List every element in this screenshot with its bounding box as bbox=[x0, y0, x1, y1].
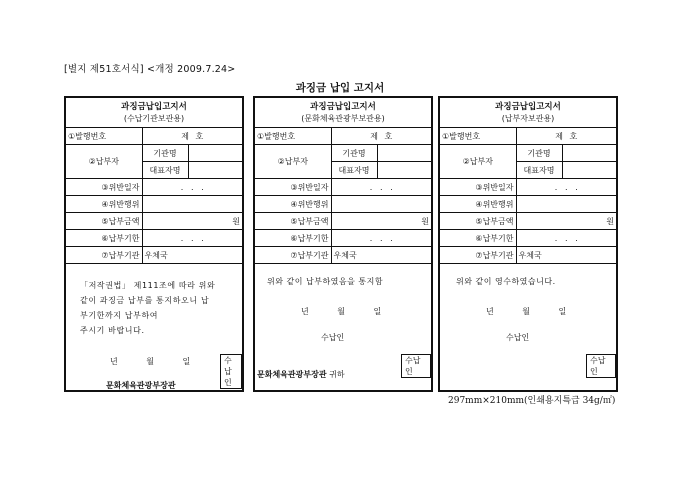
panel-title: 과징금납입고지서 bbox=[495, 102, 561, 112]
row-issue-number bbox=[66, 128, 242, 145]
body-line: 부기한까지 납부하여 bbox=[80, 311, 159, 320]
org-name-label: 기관명 bbox=[142, 145, 188, 162]
panel-title: 과징금납입고지서 bbox=[121, 102, 187, 112]
violation-act-label: ④위반행위 bbox=[66, 196, 142, 213]
sender-name bbox=[106, 380, 176, 391]
notice-body-text bbox=[267, 274, 383, 289]
amount-unit: 원 bbox=[142, 213, 242, 230]
deadline-label: ⑥납부기한 bbox=[66, 230, 142, 247]
issue-number-label: ①발행번호 bbox=[255, 128, 331, 145]
issue-number-label: ①발행번호 bbox=[440, 128, 516, 145]
violation-act-value[interactable] bbox=[331, 196, 431, 213]
form-number-note: [별지 제51호서식] <개정 2009.7.24> bbox=[64, 64, 236, 75]
sender-suffix: 귀하 bbox=[326, 370, 345, 379]
receipt-stamp-label: 수납인 bbox=[506, 333, 530, 342]
row-issue-number bbox=[255, 128, 431, 145]
row-amount bbox=[255, 213, 431, 230]
violation-act-value[interactable] bbox=[142, 196, 242, 213]
row-deadline bbox=[440, 230, 616, 247]
pay-office-label: ⑦납부기관 bbox=[66, 247, 142, 264]
row-deadline bbox=[66, 230, 242, 247]
violation-act-label: ④위반행위 bbox=[440, 196, 516, 213]
row-amount bbox=[440, 213, 616, 230]
pay-office-label: ⑦납부기관 bbox=[440, 247, 516, 264]
panel-title-block bbox=[440, 98, 616, 128]
sender-name bbox=[257, 369, 345, 380]
panel-title-block bbox=[255, 98, 431, 128]
row-deadline bbox=[255, 230, 431, 247]
deadline-label: ⑥납부기한 bbox=[255, 230, 331, 247]
pay-office-value: 우체국 bbox=[142, 247, 242, 264]
panel-title-block bbox=[66, 98, 242, 128]
deadline-label: ⑥납부기한 bbox=[440, 230, 516, 247]
issue-number-value: 제 호 bbox=[142, 128, 242, 145]
rep-name-label: 대표자명 bbox=[331, 162, 377, 179]
rep-name-value[interactable] bbox=[562, 162, 616, 179]
pay-office-label: ⑦납부기관 bbox=[255, 247, 331, 264]
pay-office-value: 우체국 bbox=[516, 247, 616, 264]
receipt-stamp-box: 수납인 bbox=[220, 354, 242, 389]
notice-fields-table bbox=[66, 128, 242, 264]
body-line: 위와 같이 납부하였음을 통지함 bbox=[267, 277, 384, 286]
deadline-value: . . . bbox=[142, 230, 242, 247]
paper-size-note: 297mm×210mm(인쇄용지특급 34g/㎡) bbox=[448, 396, 616, 406]
row-pay-office bbox=[255, 247, 431, 264]
row-pay-office bbox=[440, 247, 616, 264]
issue-number-label: ①발행번호 bbox=[66, 128, 142, 145]
sender-title: 문화체육관광부장관 bbox=[106, 381, 176, 390]
document-title: 과징금 납입 고지서 bbox=[295, 82, 385, 94]
amount-unit: 원 bbox=[331, 213, 431, 230]
violation-act-value[interactable] bbox=[516, 196, 616, 213]
row-violation-act bbox=[440, 196, 616, 213]
receipt-stamp-label: 수납인 bbox=[321, 333, 345, 342]
panel-subtitle: (문화체육관광부보관용) bbox=[301, 114, 385, 123]
panel-subtitle: (납부자보관용) bbox=[501, 114, 555, 123]
rep-name-label: 대표자명 bbox=[516, 162, 562, 179]
org-name-label: 기관명 bbox=[516, 145, 562, 162]
row-payer-org bbox=[440, 145, 616, 162]
issue-number-value: 제 호 bbox=[331, 128, 431, 145]
rep-name-label: 대표자명 bbox=[142, 162, 188, 179]
notice-fields-table bbox=[255, 128, 431, 264]
amount-unit: 원 bbox=[516, 213, 616, 230]
notice-panel-payer bbox=[438, 96, 618, 392]
violation-date-value: . . . bbox=[331, 179, 431, 196]
amount-label: ⑤납부금액 bbox=[66, 213, 142, 230]
payer-label: ②납부자 bbox=[440, 145, 516, 179]
violation-date-label: ③위반일자 bbox=[66, 179, 142, 196]
pay-office-value: 우체국 bbox=[331, 247, 431, 264]
amount-label: ⑤납부금액 bbox=[440, 213, 516, 230]
row-payer-org bbox=[255, 145, 431, 162]
notice-body-text bbox=[456, 274, 556, 289]
row-pay-office bbox=[66, 247, 242, 264]
violation-date-label: ③위반일자 bbox=[440, 179, 516, 196]
payer-label: ②납부자 bbox=[66, 145, 142, 179]
receipt-stamp-box: 수납인 bbox=[586, 354, 616, 378]
amount-label: ⑤납부금액 bbox=[255, 213, 331, 230]
notice-body-text bbox=[80, 278, 215, 338]
violation-act-label: ④위반행위 bbox=[255, 196, 331, 213]
rep-name-value[interactable] bbox=[377, 162, 431, 179]
sender-title: 문화체육관광부장관 bbox=[257, 370, 327, 379]
body-line: 위와 같이 영수하였습니다. bbox=[456, 277, 556, 286]
row-violation-act bbox=[66, 196, 242, 213]
violation-date-value: . . . bbox=[142, 179, 242, 196]
body-line: 같이 과징금 납부를 통지하오니 납 bbox=[80, 296, 210, 305]
row-violation-date bbox=[66, 179, 242, 196]
payer-label: ②납부자 bbox=[255, 145, 331, 179]
date-year-month-day: 년 월 일 bbox=[486, 307, 567, 316]
org-name-value[interactable] bbox=[562, 145, 616, 162]
violation-date-value: . . . bbox=[516, 179, 616, 196]
org-name-value[interactable] bbox=[377, 145, 431, 162]
row-violation-date bbox=[255, 179, 431, 196]
row-payer-org bbox=[66, 145, 242, 162]
rep-name-value[interactable] bbox=[188, 162, 242, 179]
body-line: 주시기 바랍니다. bbox=[80, 326, 145, 335]
panel-subtitle: (수납기관보관용) bbox=[123, 114, 185, 123]
receipt-stamp-box: 수납인 bbox=[401, 354, 431, 378]
issue-number-value: 제 호 bbox=[516, 128, 616, 145]
body-line: 「저작권법」 제111조에 따라 위와 bbox=[80, 281, 216, 290]
notice-fields-table bbox=[440, 128, 616, 264]
row-violation-date bbox=[440, 179, 616, 196]
notice-panel-receiving-agency bbox=[64, 96, 244, 392]
violation-date-label: ③위반일자 bbox=[255, 179, 331, 196]
org-name-value[interactable] bbox=[188, 145, 242, 162]
row-issue-number bbox=[440, 128, 616, 145]
deadline-value: . . . bbox=[331, 230, 431, 247]
date-year-month-day: 년 월 일 bbox=[301, 307, 382, 316]
org-name-label: 기관명 bbox=[331, 145, 377, 162]
panel-title: 과징금납입고지서 bbox=[310, 102, 376, 112]
deadline-value: . . . bbox=[516, 230, 616, 247]
row-amount bbox=[66, 213, 242, 230]
date-year-month-day: 년 월 일 bbox=[110, 357, 191, 366]
notice-panel-ministry bbox=[253, 96, 433, 392]
row-violation-act bbox=[255, 196, 431, 213]
